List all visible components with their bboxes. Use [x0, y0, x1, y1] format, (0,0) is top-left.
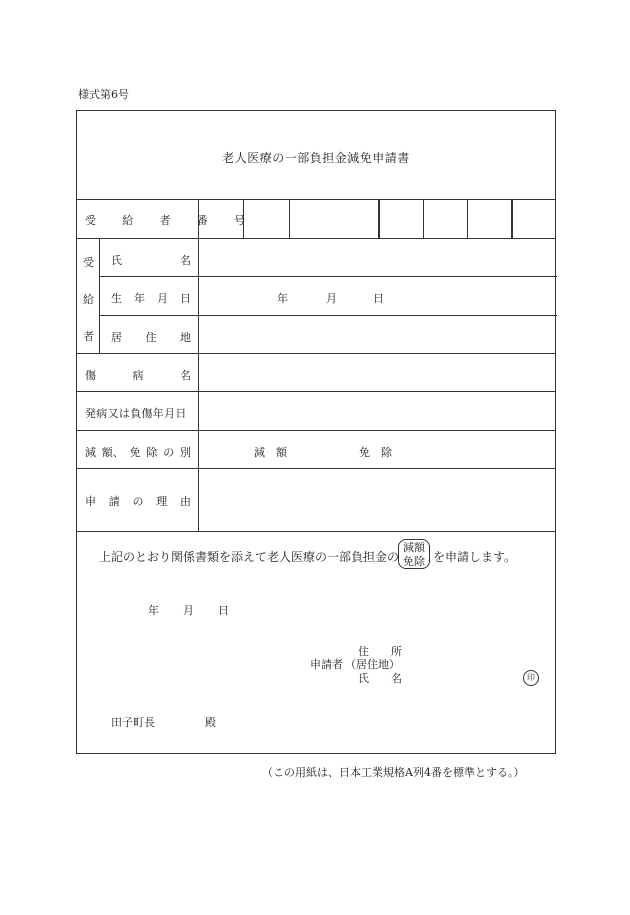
applicant-name-label: 氏 名 [358, 672, 402, 685]
row-divider [77, 238, 555, 239]
digit-divider [467, 199, 468, 238]
birth-date-label: 生 年 月 日 [111, 292, 191, 305]
choice-exemption[interactable]: 免除 [403, 555, 425, 568]
row-divider [77, 531, 555, 532]
recipient-number-digits[interactable] [255, 207, 375, 233]
row-divider [77, 430, 555, 431]
form-number: 様式第6号 [78, 88, 129, 101]
application-day-unit: 日 [218, 604, 229, 617]
birth-year-unit: 年 [277, 292, 288, 305]
statement-suffix: を申請します。 [433, 550, 517, 564]
disease-name-label: 傷 病 名 [85, 369, 191, 382]
onset-date-label: 発病又は負傷年月日 [85, 407, 187, 420]
row-divider [77, 468, 555, 469]
reason-label: 申 請 の 理 由 [85, 495, 191, 508]
statement-text: 上記のとおり関係書類を添えて老人医療の一部負担金の [99, 550, 400, 564]
row-divider [77, 353, 555, 354]
recipient-number-label: 受 給 者 番 号 [85, 214, 245, 227]
digit-divider-bold [378, 199, 380, 238]
digit-divider [423, 199, 424, 238]
column-divider [198, 199, 199, 531]
addressee: 田子町長 [111, 716, 155, 729]
group-divider [99, 238, 100, 353]
onset-date-field[interactable] [207, 396, 552, 424]
recipient-group-char: 給 [83, 293, 94, 306]
application-form [76, 110, 556, 754]
application-year-unit: 年 [148, 604, 159, 617]
application-month-unit: 月 [183, 604, 194, 617]
reduction-option[interactable]: 減 額 [254, 446, 287, 459]
row-divider [77, 199, 555, 200]
digit-divider-bold [511, 199, 513, 238]
address-field[interactable] [207, 320, 552, 348]
disease-name-field[interactable] [207, 358, 552, 386]
honorific: 殿 [205, 716, 216, 729]
applicant-residence-label: （居住地） [345, 658, 400, 671]
recipient-group-char: 者 [83, 330, 94, 343]
choice-reduction[interactable]: 減額 [403, 541, 425, 554]
reduction-type-label: 減 額、 免 除 の 別 [85, 446, 191, 459]
name-field[interactable] [207, 243, 552, 271]
recipient-group-char: 受 [83, 256, 94, 269]
birth-day-unit: 日 [373, 292, 384, 305]
row-divider [99, 315, 557, 316]
row-divider [77, 391, 555, 392]
applicant-label: 申請者 [310, 658, 343, 671]
applicant-address-label: 住 所 [358, 645, 402, 658]
seal-icon: 印 [523, 670, 539, 686]
footer-note: （この用紙は、日本工業規格A列4番を標準とする。） [262, 766, 525, 779]
reason-field[interactable] [207, 473, 552, 527]
name-label: 氏 名 [111, 254, 191, 267]
birth-month-unit: 月 [326, 292, 337, 305]
row-divider [99, 276, 557, 277]
form-title: 老人医療の一部負担金減免申請書 [222, 151, 410, 165]
exemption-option[interactable]: 免 除 [359, 446, 392, 459]
address-label: 居 住 地 [111, 331, 191, 344]
